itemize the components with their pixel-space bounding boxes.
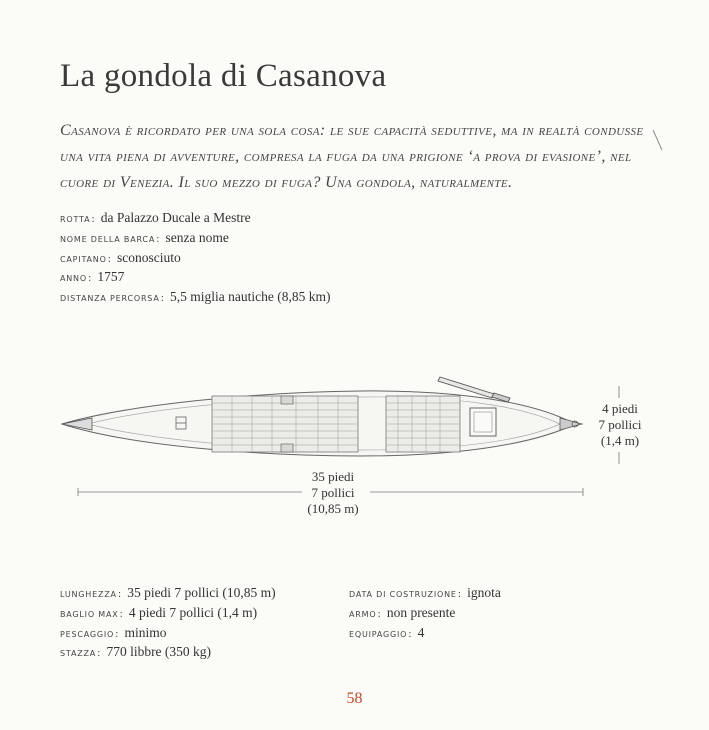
detail-label: ANNO [60, 274, 87, 284]
detail-value: 1757 [97, 269, 125, 285]
spec-row-data-costruzione: DATA DI COSTRUZIONE : ignota [349, 585, 501, 600]
spec-label: DATA DI COSTRUZIONE [349, 590, 457, 599]
spec-value: ignota [467, 585, 501, 600]
spec-row-armo: ARMO : non presente [349, 604, 456, 620]
page-title: La gondola di Casanova [60, 58, 387, 94]
spec-label: STAZZA [60, 649, 97, 659]
bow-tip [560, 418, 582, 430]
margin-mark [653, 130, 663, 151]
deck-planks-rear [212, 396, 358, 452]
detail-row-distanza: DISTANZA PERCORSA : 5,5 miglia nautiche (8,85 km) [60, 289, 331, 305]
detail-row-anno: ANNO : 1757 [60, 269, 125, 285]
length-dimension-label: 35 piedi 7 pollici (10,85 m) [307, 469, 359, 516]
spec-row-pescaggio: PESCAGGIO : minimo [60, 624, 167, 640]
detail-label: ROTTA [60, 215, 91, 224]
spec-label: BAGLIO MAX [60, 609, 119, 619]
spec-value: non presente [386, 604, 456, 620]
detail-row-rotta: ROTTA : da Palazzo Ducale a Mestre [60, 210, 251, 225]
detail-label: NOME DELLA BARCA [60, 234, 156, 244]
spec-value: 4 [417, 624, 425, 640]
detail-row-capitano: CAPITANO : sconosciuto [60, 249, 181, 265]
spec-row-equipaggio: EQUIPAGGIO : 4 [349, 624, 425, 640]
beam-dimension-label: 4 piedi 7 pollici (1,4 m) [598, 401, 642, 448]
spec-value: 770 libbre (350 kg) [106, 644, 212, 660]
spec-row-lunghezza: LUNGHEZZA : 35 piedi 7 pollici (10,85 m) [60, 585, 276, 600]
intro-paragraph: Casanova è ricordato per una sola cosa: le sue capacità seduttive, ma in realtà condusse una vita piena di avventure, compresa la fuga da una prigione ‘a prova di evasione’, nel cuore di Venezia. Il suo mezzo di fuga? Una gondola, naturalmente. [60, 122, 644, 191]
detail-label: DISTANZA PERCORSA [60, 294, 160, 304]
page-number: 58 [346, 690, 363, 707]
deck-planks-front [386, 396, 460, 452]
spec-label: EQUIPAGGIO [349, 629, 408, 639]
spec-row-baglio: BAGLIO MAX : 4 piedi 7 pollici (1,4 m) [60, 604, 258, 620]
spec-label: LUNGHEZZA [60, 590, 117, 599]
detail-value: da Palazzo Ducale a Mestre [100, 210, 251, 225]
spec-value: 4 piedi 7 pollici (1,4 m) [128, 604, 258, 620]
spec-value: 35 piedi 7 pollici (10,85 m) [127, 585, 276, 600]
detail-value: senza nome [165, 229, 229, 245]
detail-row-nome-barca: NOME DELLA BARCA : senza nome [60, 229, 229, 245]
detail-value: 5,5 miglia nautiche (8,85 km) [169, 289, 331, 305]
detail-label: CAPITANO [60, 254, 107, 264]
spec-label: PESCAGGIO [60, 629, 115, 639]
specs-right [349, 585, 649, 644]
spec-label: ARMO [349, 609, 377, 619]
voyage-details [60, 210, 480, 309]
detail-value: sconosciuto [117, 249, 181, 265]
spec-value: minimo [124, 624, 167, 640]
spec-row-stazza: STAZZA : 770 libbre (350 kg) [60, 644, 212, 660]
specs-left [60, 585, 340, 664]
seat-top [281, 396, 293, 404]
seat-bottom [281, 444, 293, 452]
